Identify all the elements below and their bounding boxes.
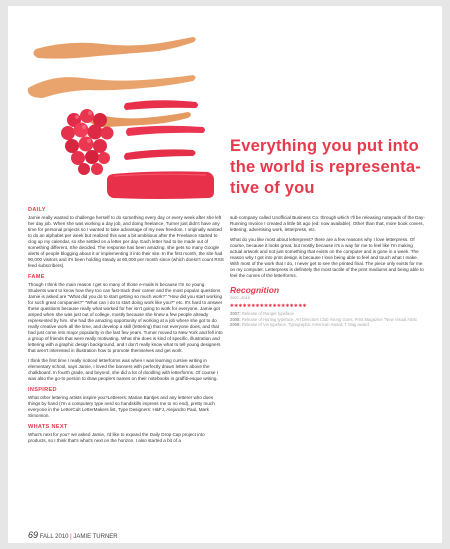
recognition-year: 2009:	[230, 322, 241, 327]
recognition-item	[230, 322, 426, 328]
recognition-text: Release of Ranger typeface	[241, 311, 294, 316]
recognition-years: 2007–2010	[230, 295, 251, 300]
fame-paragraph-2: I think the first time I really noticed letterforms was when I was learning cursive writing in elementary school, says Jamie, I loved the banners with perfectly drawn letters above the chalkboard. In fourth grade, and beyond, she did a lot of doodling with letterforms. Of course I was also the go-to person to draw people's names on their notebooks in graffiti-esque writing.	[28, 358, 218, 381]
recognition-text: Release of Harling typeface, Art Directors Club Young Guns, Print Magazine "New Visual Artist	[241, 316, 417, 322]
headline	[230, 136, 440, 199]
wooden-utensil-2	[28, 75, 196, 98]
recognition-year: 2007:	[230, 311, 241, 316]
issue-label: FALL 2010	[39, 534, 69, 540]
fame-paragraph-1: Though I think the main reason I get so many of those e-mails is because I'm so young. Students want to know how they too can fast-track their career and the most popular questions Jamie is asked are "What did you do to start getting so much work?" "How did you start working for such great companies?" "What can I do to start doing work like you?" etc. It's hard to answer these questions because really what worked for her isn't going to work for everyone. Jamie got amped when she was just out of college, mostly because she knew a few people already represented by him. she had the amazing opportunity of working at a job where she got to do really creative work all the time, and develop a skill (lettering) that not everyone does, and that had just come into major popularity in the last few years. Turner moved to New York and fell into a group of friends that were really motivating. What she does is kind of specific, illustration and lettering with a graphic design background, and I don't really know what to tell young designers that aren't interested in illustration how to promote themselves and get work.	[28, 282, 223, 353]
recognition-title: Recognition	[230, 285, 280, 295]
page-number: 69	[28, 530, 39, 540]
section-heading-inspired: INSPIRED	[28, 387, 57, 393]
section-heading-daily: DAILY	[28, 207, 46, 213]
wooden-utensil-1	[33, 37, 195, 59]
magazine-page	[8, 6, 442, 543]
page-footer	[28, 530, 118, 540]
left-column	[28, 202, 224, 448]
clay-stick-2	[126, 126, 205, 136]
recognition-year: 2008:	[230, 316, 241, 322]
recognition-text: Release of Vix typeface, Typographic American Award, T Mag award.	[241, 322, 370, 327]
recognition-stars-divider: ✱✱✱✱✱✱✱✱✱✱✱✱✱✱✱✱✱✱	[230, 303, 307, 308]
section-heading-whats-next: WHATS NEXT	[28, 424, 68, 430]
right-paragraph-2: What do you like most about letterpress? there are a few reasons why I love letterpress. Of course, because it looks great, but mostly because it's a way for me to feel like I'm making actual artwork and not just something that exists on the computer and is gone in a week. The reason why I got into print design is because I love being able to feel and touch what I make. With most of the work that I do, I never get to see the printed final. The piece only exists for me on my computer. Letterpress is definitely the most tactile of the print mediums and being able to feel the curves of the letterforms.	[230, 237, 424, 278]
right-column	[230, 215, 426, 328]
section-heading-fame: FAME	[28, 274, 45, 280]
recognition-box	[230, 285, 426, 328]
headline-line-3: tive of you	[230, 179, 315, 197]
right-paragraph-1: sub-company called Unofficial Business Co. through which I'll be releasing notepads of the Day-Running Invoice I created a little bit ago (ed: now available). Other than that, more book covers, lettering, advertising work, letterpress, etc.	[230, 215, 425, 232]
clay-stick-1	[124, 100, 198, 110]
daily-paragraph: Jamie really wanted to challenge herself to do something every day or every week after she left her day job. When she was working a day job, and doing freelance, Turner just didn't have any time for personal projects so I wanted to take advantage of my new freedom. I originally wanted to do an alphabet per week but realized this was a bit ambitious after the Freelance started to clog up my calendar, so she settled on a letter per day. Each letter had to be made out of something different, She decided. The response has been amazing. she gets so many Google alerts of people blogging about it or implementing it into their site. In the first month, the site had 90,000 visitors and it's been holding steady at 60,000 per month since (which doesn't count RSS feed subscribers).	[28, 215, 224, 268]
headline-line-1: Everything you put into	[230, 137, 419, 155]
footer-separator: |	[70, 534, 72, 540]
author-name: JAMIE TURNER	[73, 534, 118, 540]
inspired-paragraph: What other lettering artists inspire you?Letterers: Marian Bantjes and any letterer who does things by hand (I'm a computery type nerd so handskills impress me to no end), pretty much everyone in the LetterCult LetterMakers list, Type Designers: H&FJ, Alejandro Paul, Mark Simonson.	[28, 395, 215, 418]
clay-berries-cluster	[61, 109, 114, 175]
clay-stick-3	[124, 149, 196, 160]
whats-next-paragraph: What's next for you? we asked Jamie, I'd like to expand the Daily Drop Cap project into products, so I think that's what's next on the horizon. I also started a bit of a	[28, 432, 205, 443]
headline-line-2: the world is representa-	[230, 158, 421, 176]
